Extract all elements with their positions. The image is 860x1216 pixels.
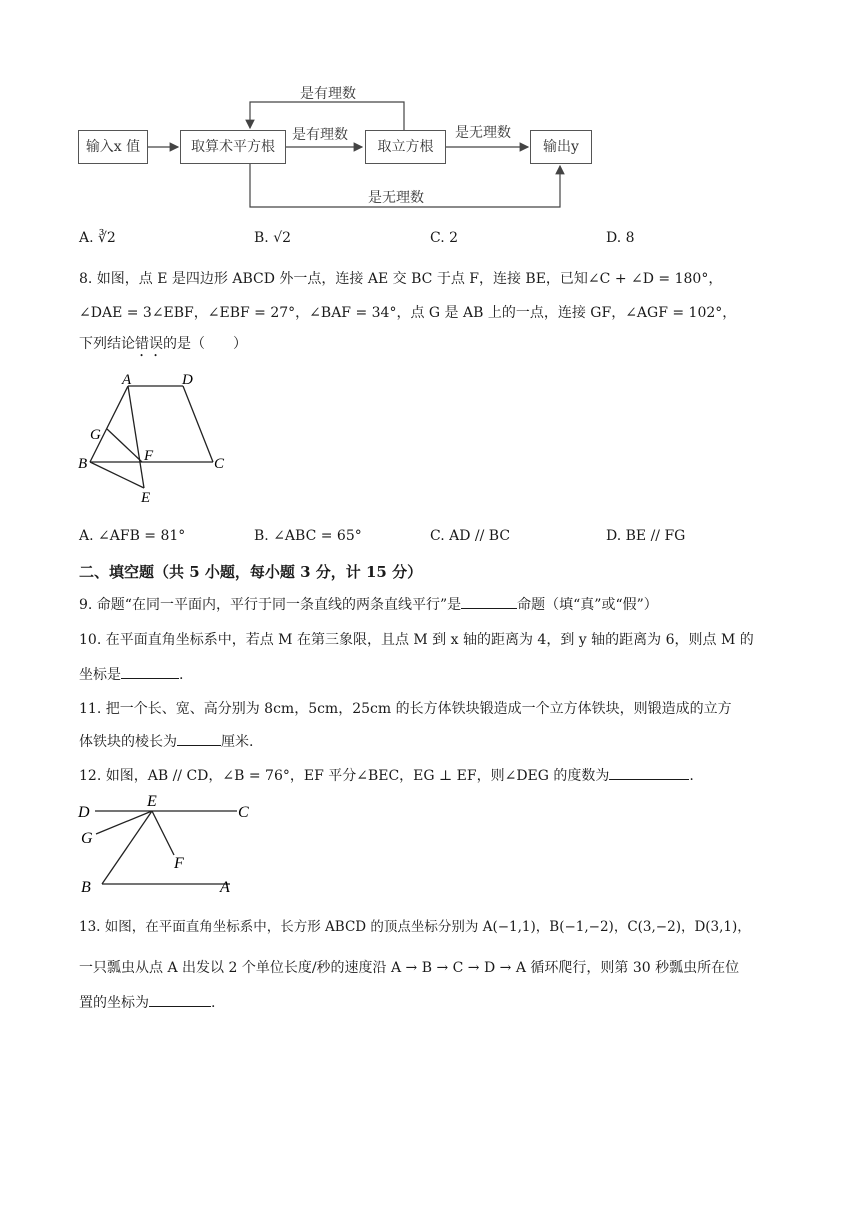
q8-line3 [79, 333, 247, 360]
q8-line1: 8. 如图，点 E 是四边形 ABCD 外一点，连接 AE 交 BC 于点 F，连接 BE，已知∠C + ∠D = 180°， [79, 271, 723, 287]
q12-figure [70, 790, 270, 900]
sqrt-label: 取算术平方根 [191, 139, 275, 155]
q11-line2-pre: 体铁块的棱长为 [79, 734, 177, 750]
q8-line3-post: 的是（ ） [163, 336, 247, 352]
q13-line3-pre: 置的坐标为 [79, 995, 149, 1011]
q10-answer-blank[interactable] [121, 664, 179, 679]
output-box [530, 130, 592, 164]
q10-line1: 10. 在平面直角坐标系中，若点 M 在第三象限，且点 M 到 x 轴的距离为 4，到 y 轴的距离为 6，则点 M 的 [79, 632, 754, 648]
q13-line3 [79, 992, 215, 1012]
q12 [79, 765, 694, 785]
q9-post: 命题（填“真”或“假”） [517, 597, 658, 613]
q7-option-c: C. 2 [430, 230, 459, 246]
q12-label-e: E [147, 793, 157, 810]
q13-line1: 13. 如图，在平面直角坐标系中，长方形 ABCD 的顶点坐标分别为 A(−1,1)，B(−1,−2)，C(3,−2)，D(3,1)， [79, 919, 751, 935]
q8-option-c: C. AD // BC [430, 528, 511, 544]
right-label: 是无理数 [455, 125, 511, 141]
q12-label-f: F [174, 855, 184, 872]
q11-answer-blank[interactable] [177, 731, 221, 746]
q12-label-d: D [78, 804, 90, 821]
q9-answer-blank[interactable] [461, 594, 517, 609]
q8-label-f: F [144, 448, 154, 464]
q8-label-a: A [122, 372, 132, 388]
q8-label-b: B [78, 456, 88, 472]
q10-line2 [79, 664, 183, 684]
q8-label-c: C [214, 456, 225, 472]
q11-line1: 11. 把一个长、宽、高分别为 8cm，5cm，25cm 的长方体铁块锻造成一个立方体铁块，则锻造成的立方 [79, 701, 732, 717]
q10-line2-pre: 坐标是 [79, 667, 121, 683]
q7-option-d: D. 8 [606, 230, 635, 246]
q12-label-b: B [81, 879, 91, 896]
input-label: 输入x 值 [85, 139, 141, 155]
bottom-label: 是无理数 [368, 190, 424, 206]
section-title [79, 561, 422, 582]
q8-option-b: B. ∠ABC = 65° [254, 528, 362, 544]
input-box [78, 130, 148, 164]
cbrt-box [365, 130, 446, 164]
q13-line2: 一只瓢虫从点 A 出发以 2 个单位长度/秒的速度沿 A → B → C → D → A 循环爬行，则第 30 秒瓢虫所在位 [79, 960, 740, 976]
q7-option-a: A. ∛2 [79, 230, 116, 246]
output-label: 输出y [543, 139, 579, 155]
section-title-text: 二、填空题（共 5 小题，每小题 3 分，计 15 分） [79, 563, 423, 581]
mid-label: 是有理数 [292, 127, 348, 143]
q13-line3-post: . [211, 995, 216, 1011]
q8-option-a: A. ∠AFB = 81° [79, 528, 186, 544]
q8-label-d: D [182, 372, 193, 388]
q8-line2: ∠DAE = 3∠EBF，∠EBF = 27°，∠BAF = 34°，点 G 是 AB 上的一点，连接 GF，∠AGF = 102°， [79, 305, 737, 321]
q8-emphasis-word: 错误 [135, 336, 163, 352]
flowchart-arrows [0, 0, 860, 230]
q12-post: . [689, 768, 694, 784]
q11-line2-post: 厘米. [221, 734, 254, 750]
q12-answer-blank[interactable] [609, 765, 689, 780]
q12-label-a: A [220, 879, 230, 896]
q7-option-b: B. √2 [254, 230, 292, 246]
q12-pre: 12. 如图，AB // CD，∠B = 76°，EF 平分∠BEC，EG ⊥ EF，则∠DEG 的度数为 [79, 768, 610, 784]
q12-label-g: G [81, 830, 93, 847]
q11-line2 [79, 731, 253, 751]
q13-answer-blank[interactable] [149, 992, 211, 1007]
loop-top-label: 是有理数 [300, 86, 356, 102]
q8-option-d: D. BE // FG [606, 528, 686, 544]
q8-label-g: G [90, 427, 101, 443]
q8-figure [70, 368, 250, 508]
q8-label-e: E [141, 490, 151, 506]
q9 [79, 594, 658, 614]
cbrt-label: 取立方根 [377, 139, 434, 155]
q10-line2-post: . [179, 667, 184, 683]
sqrt-box [180, 130, 286, 164]
q9-pre: 9. 命题“在同一平面内，平行于同一条直线的两条直线平行”是 [79, 597, 462, 613]
q12-label-c: C [238, 804, 249, 821]
q8-line3-pre: 下列结论 [79, 336, 135, 352]
